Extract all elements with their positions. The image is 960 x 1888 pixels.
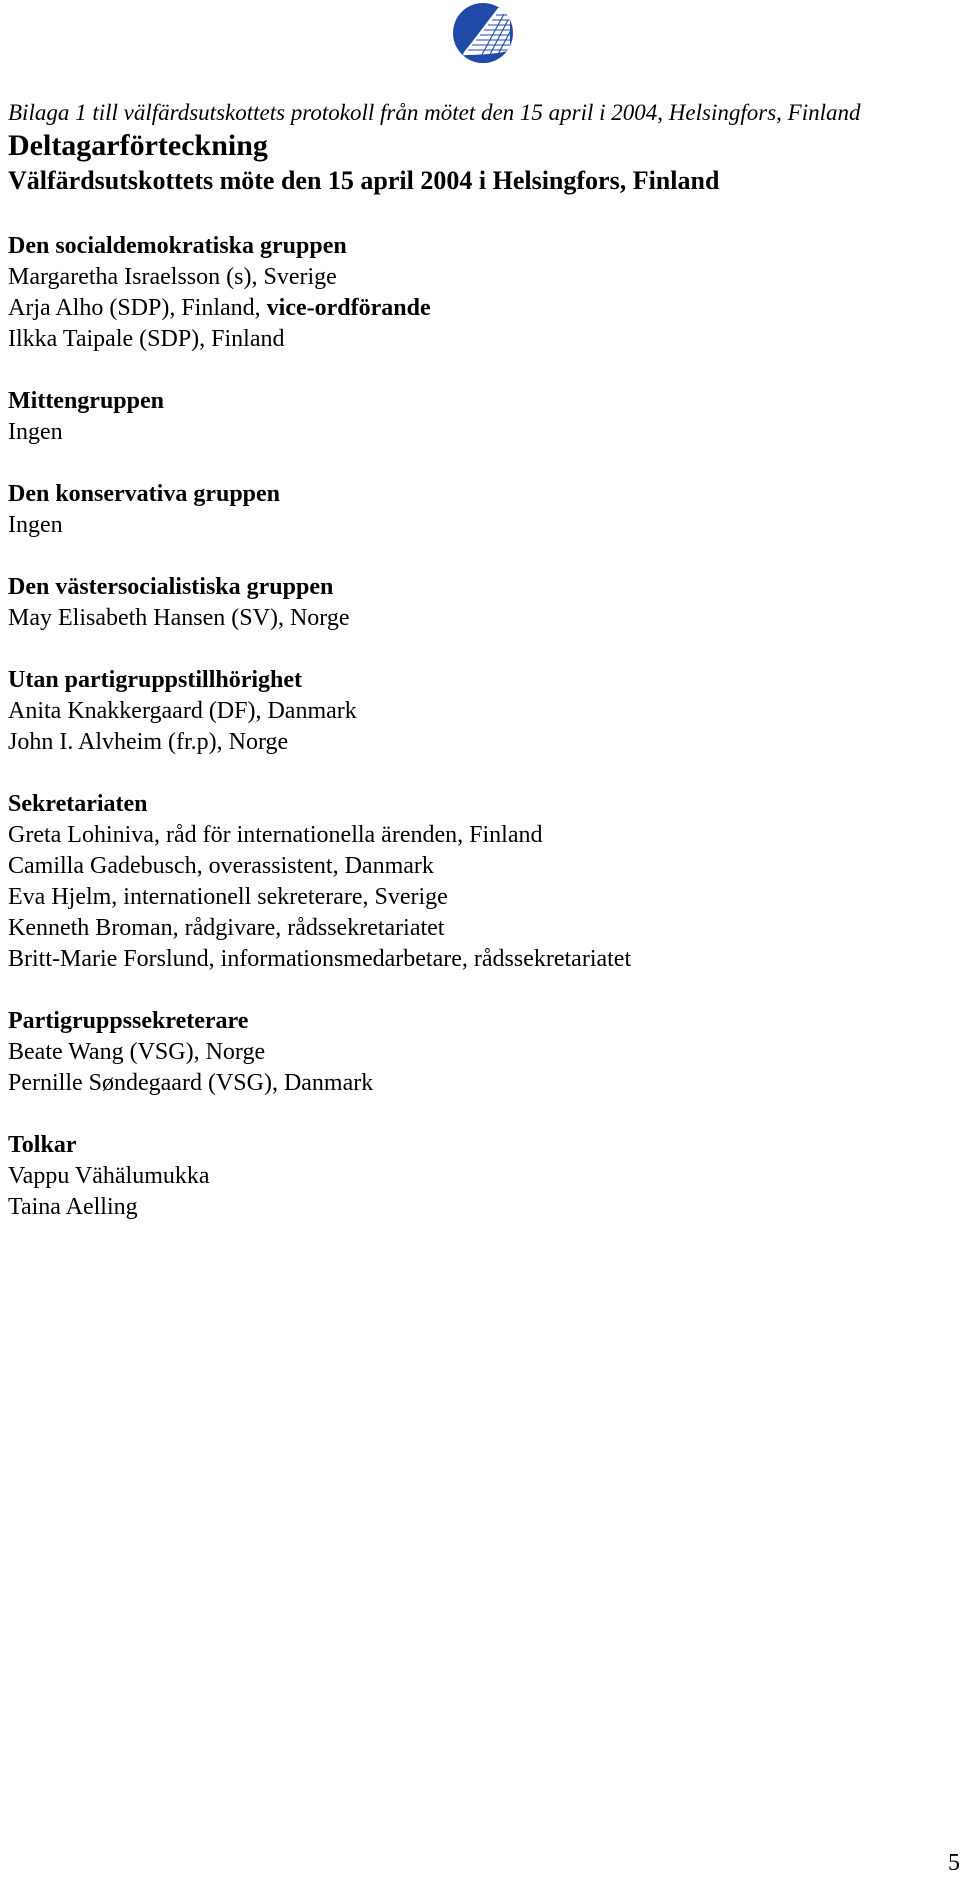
participant-entry bbox=[8, 882, 938, 913]
document-body bbox=[8, 98, 938, 1223]
section-heading: Den konservativa gruppen bbox=[8, 481, 281, 507]
section-heading: Den västersocialistiska gruppen bbox=[8, 574, 334, 600]
participant-text: Kenneth Broman, rådgivare, rådssekretariatet bbox=[8, 915, 445, 941]
participant-text: Greta Lohiniva, råd för internationella ärenden, Finland bbox=[8, 822, 543, 848]
section-heading: Utan partigruppstillhörighet bbox=[8, 667, 303, 693]
participant-entry bbox=[8, 1192, 938, 1223]
participant-entry bbox=[8, 820, 938, 851]
participant-text: Pernille Søndegaard (VSG), Danmark bbox=[8, 1070, 374, 1096]
document-title: Deltagarförteckning bbox=[8, 129, 268, 162]
page-number: 5 bbox=[948, 1850, 960, 1876]
participant-text: May Elisabeth Hansen (SV), Norge bbox=[8, 605, 350, 631]
participant-text: Britt-Marie Forslund, informationsmedarbetare, rådssekretariatet bbox=[8, 946, 632, 972]
participant-entry bbox=[8, 1068, 938, 1099]
section-heading: Tolkar bbox=[8, 1132, 77, 1158]
participant-text: Camilla Gadebusch, overassistent, Danmark bbox=[8, 853, 434, 879]
participant-text: John I. Alvheim (fr.p), Norge bbox=[8, 729, 289, 755]
participant-text: Arja Alho (SDP), Finland, bbox=[8, 295, 267, 321]
participant-entry bbox=[8, 1161, 938, 1192]
participant-entry bbox=[8, 603, 938, 634]
participant-entry bbox=[8, 324, 938, 355]
participant-section bbox=[8, 1006, 938, 1099]
section-heading: Den socialdemokratiska gruppen bbox=[8, 233, 347, 259]
participant-text: Eva Hjelm, internationell sekreterare, Sverige bbox=[8, 884, 448, 910]
participant-section bbox=[8, 386, 938, 448]
participant-text: Ilkka Taipale (SDP), Finland bbox=[8, 326, 285, 352]
nordic-council-swan-logo-icon bbox=[450, 0, 516, 66]
participant-entry bbox=[8, 727, 938, 758]
participant-section bbox=[8, 479, 938, 541]
participant-entry bbox=[8, 417, 938, 448]
participant-entry bbox=[8, 293, 938, 324]
participant-entry bbox=[8, 262, 938, 293]
participant-section bbox=[8, 789, 938, 975]
annex-line: Bilaga 1 till välfärdsutskottets protokoll från mötet den 15 april i 2004, Helsingfors, Finland bbox=[8, 100, 861, 125]
participant-entry bbox=[8, 510, 938, 541]
participant-text: Ingen bbox=[8, 512, 63, 538]
participant-text: Anita Knakkergaard (DF), Danmark bbox=[8, 698, 357, 724]
participant-text: Margaretha Israelsson (s), Sverige bbox=[8, 264, 337, 290]
participant-entry bbox=[8, 913, 938, 944]
participant-section bbox=[8, 231, 938, 355]
participant-entry bbox=[8, 1037, 938, 1068]
participant-text: Vappu Vähälumukka bbox=[8, 1163, 210, 1189]
participant-section bbox=[8, 572, 938, 634]
participant-entry bbox=[8, 696, 938, 727]
participant-role: vice-ordförande bbox=[266, 295, 431, 321]
participant-section bbox=[8, 1130, 938, 1223]
participant-text: Beate Wang (VSG), Norge bbox=[8, 1039, 266, 1065]
section-heading: Partigruppssekreterare bbox=[8, 1008, 249, 1034]
participant-sections bbox=[8, 231, 938, 1223]
document-subtitle: Välfärdsutskottets möte den 15 april 2004 i Helsingfors, Finland bbox=[8, 166, 720, 195]
participant-entry bbox=[8, 851, 938, 882]
section-heading: Mittengruppen bbox=[8, 388, 164, 414]
participant-entry bbox=[8, 944, 938, 975]
section-heading: Sekretariaten bbox=[8, 791, 148, 817]
participant-text: Ingen bbox=[8, 419, 63, 445]
participant-text: Taina Aelling bbox=[8, 1194, 138, 1220]
participant-section bbox=[8, 665, 938, 758]
